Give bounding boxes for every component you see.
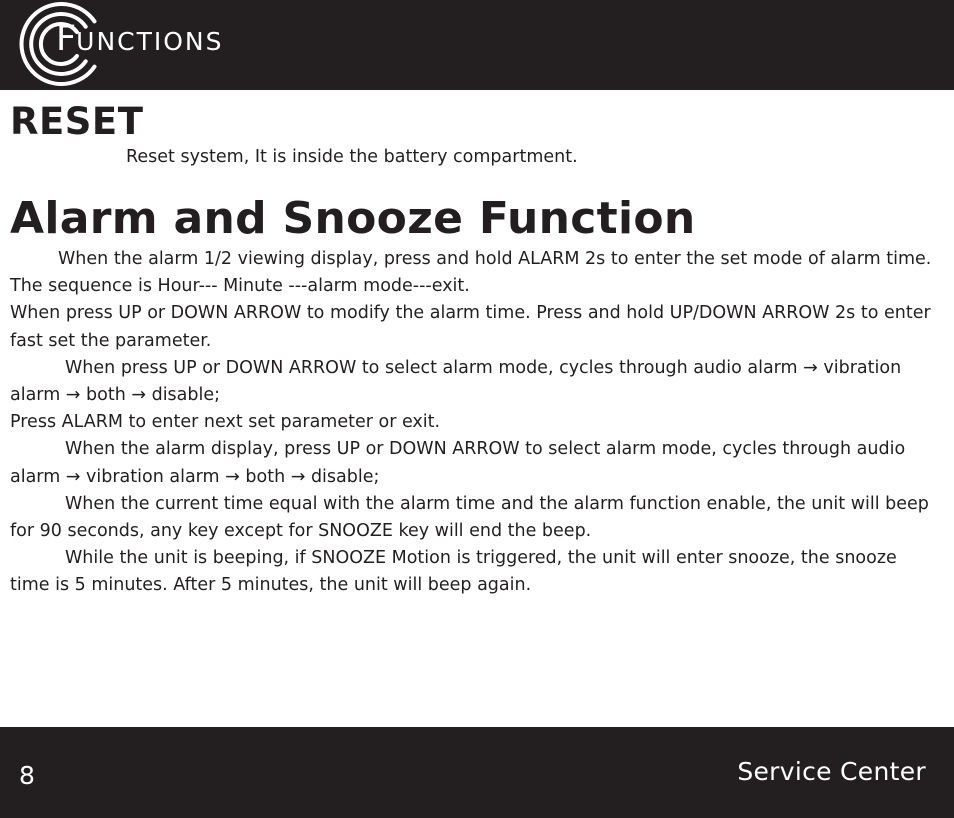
page-number: 8 <box>19 761 35 790</box>
alarm-paragraph-2: When press UP or DOWN ARROW to modify the alarm time. Press and hold UP/DOWN ARROW 2s to enter fast set the parameter. <box>10 303 931 351</box>
alarm-paragraph-5: When the alarm display, press UP or DOWN ARROW to select alarm mode, cycles through audio alarm → vibration alarm → both → disable; <box>10 439 906 487</box>
page-footer <box>0 727 954 818</box>
logo-rest: UNCTIONS <box>76 27 224 56</box>
page-header <box>0 0 954 90</box>
section-label: Service Center <box>737 757 926 786</box>
functions-logo <box>10 0 250 90</box>
page-content <box>10 100 940 600</box>
alarm-paragraph-3: When press UP or DOWN ARROW to select alarm mode, cycles through audio alarm → vibration alarm → both → disable; <box>10 357 902 406</box>
logo-initial: F <box>56 19 77 59</box>
alarm-paragraph-7: While the unit is beeping, if SNOOZE Motion is triggered, the unit will enter snooze, the snooze time is 5 minutes. After 5 minutes, the unit will beep again. <box>10 548 897 596</box>
reset-description: Reset system, It is inside the battery compartment. <box>126 147 578 167</box>
alarm-heading: Alarm and Snooze Function <box>10 193 696 244</box>
alarm-paragraph-4: Press ALARM to enter next set parameter or exit. <box>10 412 441 433</box>
reset-heading: RESET <box>10 100 144 143</box>
logo-wordmark <box>56 19 224 59</box>
alarm-paragraph-6: When the current time equal with the alarm time and the alarm function enable, the unit will beep for 90 seconds, any key except for SNOOZE key will end the beep. <box>10 493 929 542</box>
alarm-paragraph-1: When the alarm 1/2 viewing display, press and hold ALARM 2s to enter the set mode of alarm time. The sequence is Hour--- Minute ---alarm mode---exit. <box>10 249 932 297</box>
